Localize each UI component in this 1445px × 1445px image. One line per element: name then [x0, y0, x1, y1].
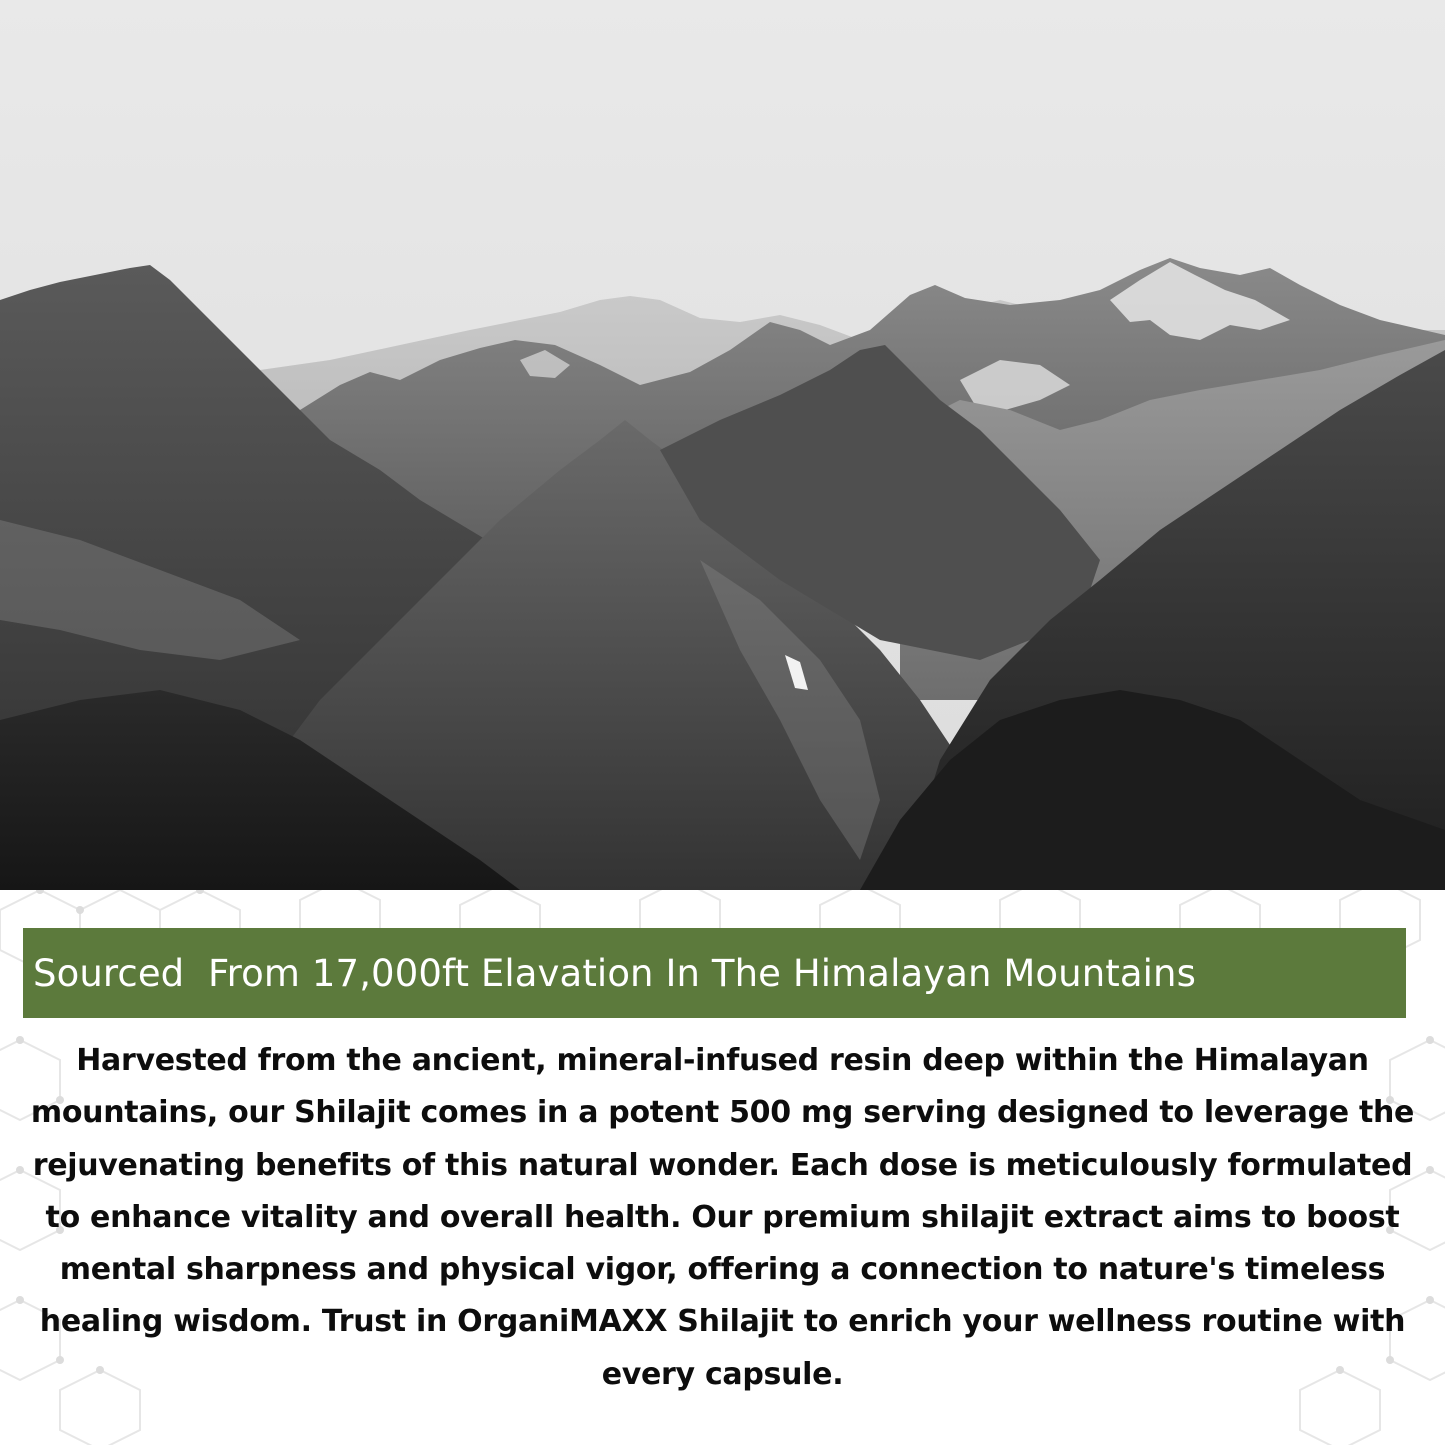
content-section — [0, 890, 1445, 1445]
description-paragraph: Harvested from the ancient, mineral-infused resin deep within the Himalayan mountains, our Shilajit comes in a potent 500 mg serving designed to leverage the rejuvenating benefits of this natural wonder. Each dose is meticulously formulated to enhance vitality and overall health. Our premium shilajit extract aims to boost mental sharpness and physical vigor, offering a connection to nature's timeless healing wisdom. Trust in OrganiMAXX Shilajit to enrich your wellness routine with every capsule. — [30, 1043, 1415, 1392]
headline-banner — [23, 928, 1406, 1018]
headline-text: Sourced From 17,000ft Elavation In The Himalayan Mountains — [33, 951, 1196, 995]
